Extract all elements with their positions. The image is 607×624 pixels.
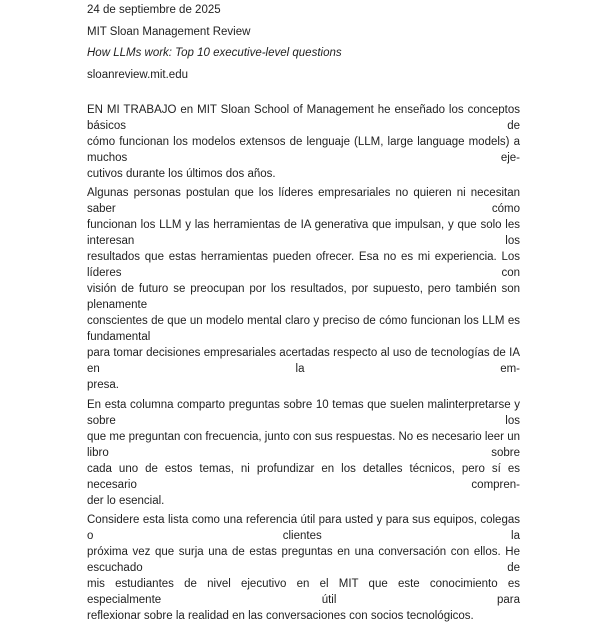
paragraph-1 bbox=[87, 102, 520, 182]
paragraph-4 bbox=[87, 512, 520, 624]
text-line: reflexionar sobre la realidad en las conversaciones con socios tecnológicos. bbox=[87, 608, 520, 624]
website-url: sloanreview.mit.edu bbox=[87, 67, 520, 83]
text-line: que me preguntan con frecuencia, junto con sus respuestas. No es necesario leer un libro sobre bbox=[87, 429, 520, 461]
text-line: mis estudiantes de nivel ejecutivo en el MIT que este conocimiento es especialmente útil para bbox=[87, 576, 520, 608]
text-line: próxima vez que surja una de estas preguntas en una conversación con ellos. He escuchado de bbox=[87, 544, 520, 576]
text-line: visión de futuro se preocupan por los resultados, por supuesto, pero también son plenamente bbox=[87, 281, 520, 313]
paragraph-2 bbox=[87, 185, 520, 393]
text-line: funcionan los LLM y las herramientas de IA generativa que impulsan, y que solo les interesan los bbox=[87, 217, 520, 249]
text-line: presa. bbox=[87, 377, 520, 393]
text-line: EN MI TRABAJO en MIT Sloan School of Management he enseñado los conceptos básicos de bbox=[87, 102, 520, 134]
text-line: conscientes de que un modelo mental claro y preciso de cómo funcionan los LLM es fundamental bbox=[87, 313, 520, 345]
text-line: En esta columna comparto preguntas sobre 10 temas que suelen malinterpretarse y sobre los bbox=[87, 397, 520, 429]
text-line: Algunas personas postulan que los líderes empresariales no quieren ni necesitan saber cómo bbox=[87, 185, 520, 217]
text-line: para tomar decisiones empresariales acertadas respecto al uso de tecnologías de IA en la em- bbox=[87, 345, 520, 377]
text-line: Considere esta lista como una referencia útil para usted y para sus equipos, colegas o clientes la bbox=[87, 512, 520, 544]
publication-name: MIT Sloan Management Review bbox=[87, 24, 520, 40]
paragraph-3 bbox=[87, 397, 520, 509]
article-body bbox=[87, 102, 520, 624]
text-line: resultados que estas herramientas pueden ofrecer. Esa no es mi experiencia. Los líderes con bbox=[87, 249, 520, 281]
text-line: cómo funcionan los modelos extensos de lenguaje (LLM, large language models) a muchos eje- bbox=[87, 134, 520, 166]
document-header bbox=[87, 2, 520, 83]
article-title: How LLMs work: Top 10 executive-level questions bbox=[87, 45, 520, 61]
date-line: 24 de septiembre de 2025 bbox=[87, 2, 520, 18]
text-line: cutivos durante los últimos dos años. bbox=[87, 166, 520, 182]
text-line: cada uno de estos temas, ni profundizar en los detalles técnicos, pero sí es necesario compren- bbox=[87, 461, 520, 493]
text-line: der lo esencial. bbox=[87, 493, 520, 509]
